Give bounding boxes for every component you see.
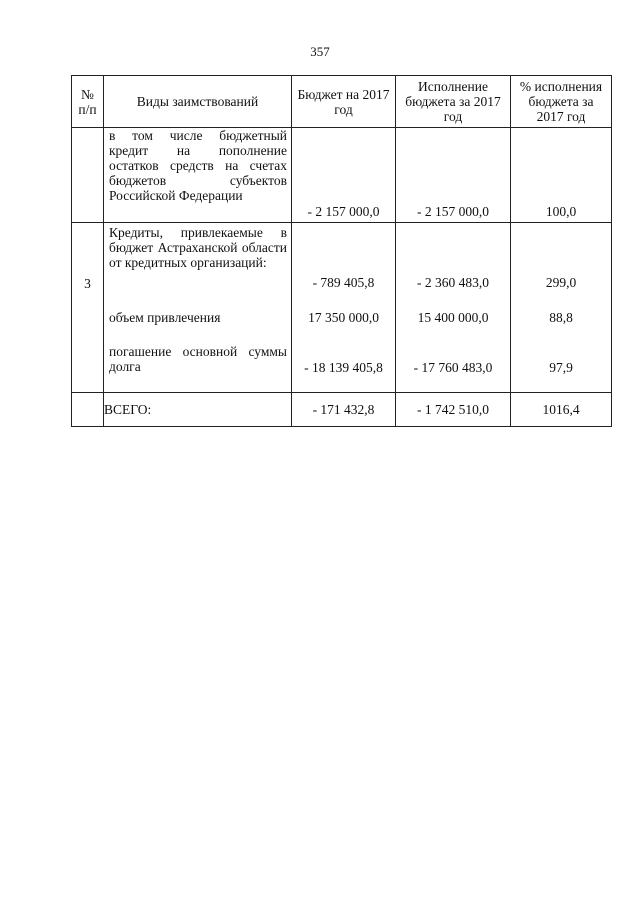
borrowings-table (71, 75, 612, 427)
header-execution: Исполнение бюджета за 2017 год (396, 76, 511, 128)
table-total-row (72, 393, 612, 427)
subitem-desc-2: объем привлечения (109, 310, 221, 325)
row-budget: - 2 157 000,0 (292, 128, 396, 223)
header-budget: Бюджет на 2017 год (292, 76, 396, 128)
row-execution: - 2 157 000,0 (396, 128, 511, 223)
row-desc (104, 223, 292, 393)
row-percent: 299,0 88,8 97,9 (511, 223, 612, 393)
subitem-desc-1: Кредиты, привлекаемые в бюджет Астраханской области от кредитных организаций: (109, 225, 287, 270)
row-desc: в том числе бюджетный кредит на пополнение остатков средств на счетах бюджетов субъектов Российской Федерации (104, 128, 292, 223)
header-kind: Виды заимствований (104, 76, 292, 128)
subitem-desc-3: погашение основной суммы долга (109, 344, 287, 374)
total-percent: 1016,4 (511, 393, 612, 427)
row-percent: 100,0 (511, 128, 612, 223)
table-header-row (72, 76, 612, 128)
row-execution: - 2 360 483,0 15 400 000,0 - 17 760 483,0 (396, 223, 511, 393)
page-number: 357 (310, 44, 330, 59)
table-row (72, 223, 612, 393)
total-execution: - 1 742 510,0 (396, 393, 511, 427)
table-row (72, 128, 612, 223)
row-budget: - 789 405,8 17 350 000,0 - 18 139 405,8 (292, 223, 396, 393)
header-percent: % исполнения бюджета за 2017 год (511, 76, 612, 128)
header-num: № п/п (72, 76, 104, 128)
row-num (72, 128, 104, 223)
row-num: 3 (72, 223, 104, 393)
total-num (72, 393, 104, 427)
total-budget: - 171 432,8 (292, 393, 396, 427)
total-label: ВСЕГО: (104, 393, 292, 427)
